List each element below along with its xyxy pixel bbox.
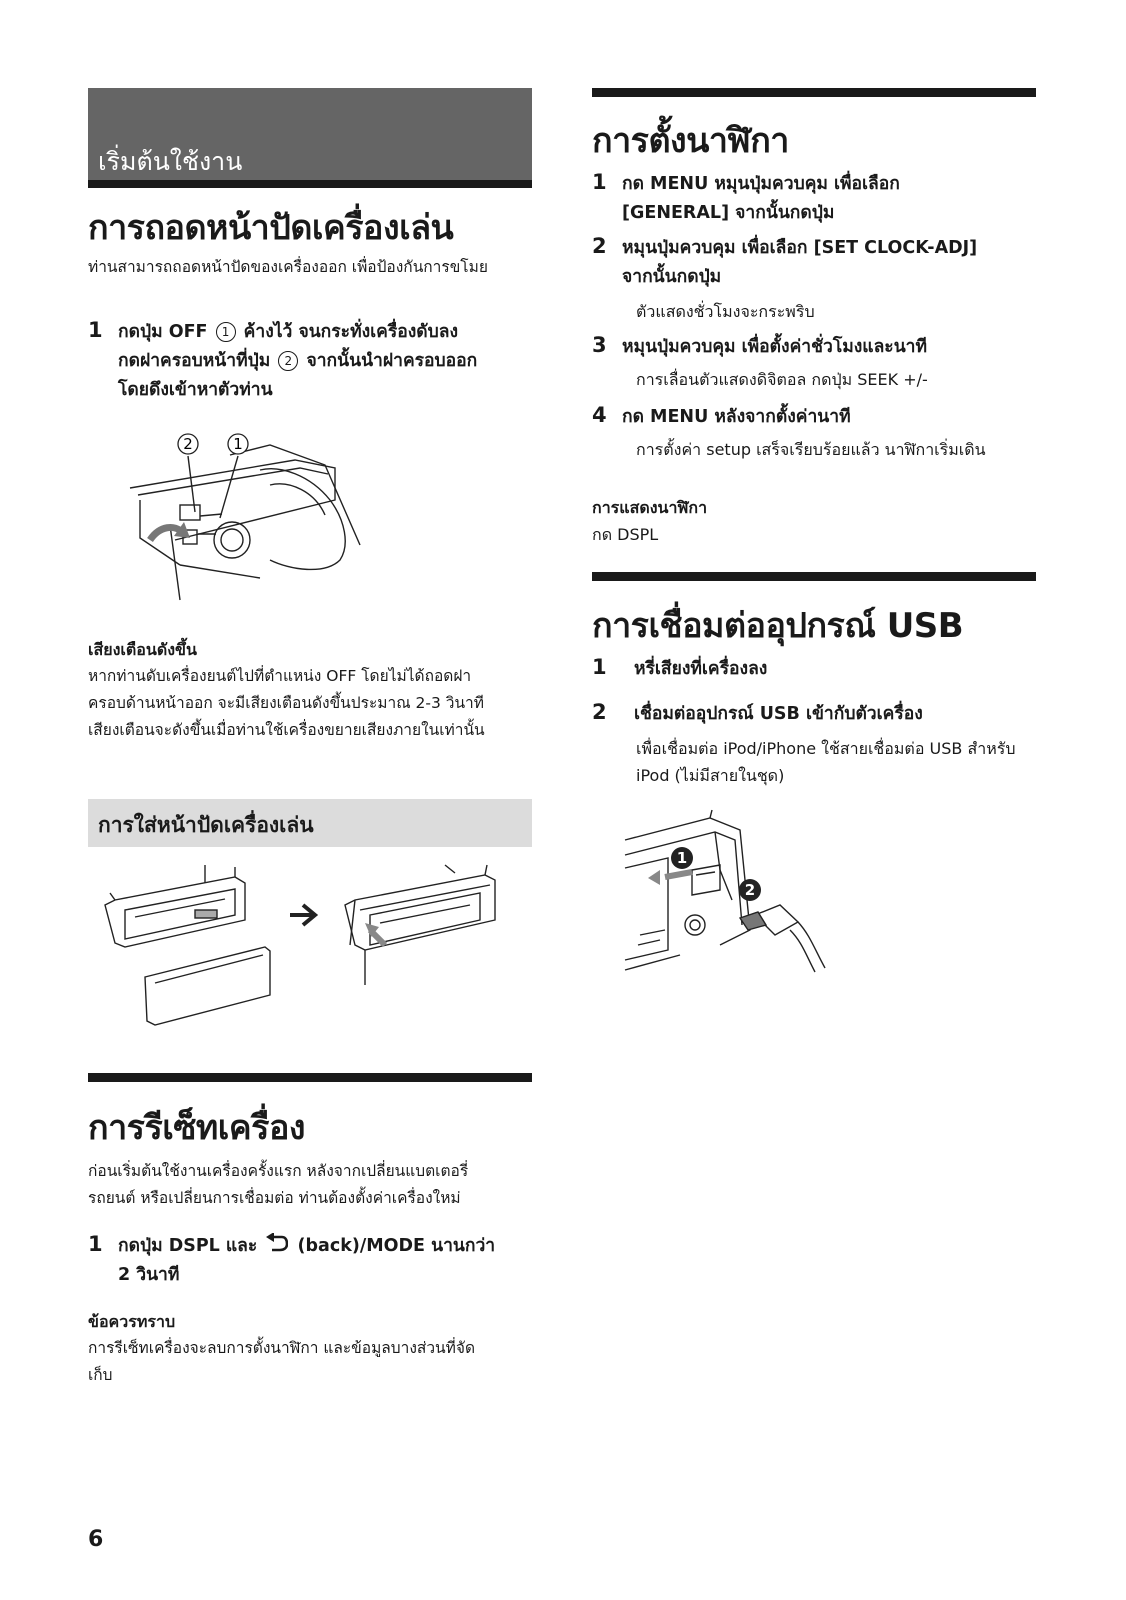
clock-rule — [592, 88, 1036, 97]
circle-2-icon: 2 — [278, 351, 298, 371]
usb-figure-label-1: 1 — [676, 849, 688, 867]
clock-display-text: กด DSPL — [592, 525, 659, 544]
usb-step2-note: เพื่อเชื่อมต่อ iPod/iPhone ใช้สายเชื่อมต่อ USB สำหรับ iPod (ไม่มีสายในชุด) — [636, 739, 1016, 785]
reset-intro: ก่อนเริ่มต้นใช้งานเครื่องครั้งแรก หลังจากเปลี่ยนแบตเตอรี่ รถยนต์ หรือเปลี่ยนการเชื่อมต่อ ท่านต้องตั้งค่าเครื่องใหม่ — [88, 1162, 469, 1207]
alarm-heading: เสียงเตือนดังขึ้น — [88, 640, 197, 659]
clock-title: การตั้งนาฬิกา — [592, 121, 789, 161]
remove-step-number: 1 — [88, 318, 103, 342]
clock-step-1: 1 กด MENU หมุนปุ่มควบคุม เพื่อเลือก [GENERAL] จากนั้นกดปุ่ม — [592, 170, 900, 223]
reset-note-heading: ข้อควรทราบ — [88, 1312, 176, 1331]
usb-step2-text: เชื่อมต่ออุปกรณ์ USB เข้ากับตัวเครื่อง — [634, 704, 923, 724]
usb-connection-illustration — [620, 810, 840, 990]
attach-panel-title: การใส่หน้าปัดเครื่องเล่น — [98, 813, 314, 837]
clock-steps — [592, 170, 1036, 473]
reset-step-number: 1 — [88, 1232, 103, 1256]
remove-panel-title: การถอดหน้าปัดเครื่องเล่น — [88, 208, 454, 248]
page-number: 6 — [88, 1527, 104, 1552]
section-banner — [88, 88, 532, 188]
clock-step-3: 3 หมุนปุ่มควบคุม เพื่อตั้งค่าชั่วโมงและนาที การเลื่อนตัวแสดงดิจิตอล กดปุ่ม SEEK +/- — [592, 333, 928, 389]
usb-step1-number: 1 — [592, 655, 607, 679]
usb-figure-label-2: 2 — [744, 881, 756, 899]
figure-label-2: 2 — [183, 435, 193, 453]
clock-step-4: 4 กด MENU หลังจากตั้งค่านาที การตั้งค่า setup เสร็จเรียบร้อยแล้ว นาฬิกาเริ่มเดิน — [592, 403, 986, 459]
usb-title: การเชื่อมต่ออุปกรณ์ USB — [592, 606, 964, 646]
attach-panel-header — [88, 799, 532, 847]
figure-label-1: 1 — [233, 435, 243, 453]
attach-panel-illustration — [95, 865, 525, 1040]
remove-panel-intro: ท่านสามารถถอดหน้าปัดของเครื่องออก เพื่อป้องกันการขโมย — [88, 258, 488, 276]
clock-display-heading: การแสดงนาฬิกา — [592, 498, 708, 517]
usb-rule — [592, 572, 1036, 581]
remove-step-text: กดปุ่ม OFF 1 ค้างไว้ จนกระทั่งเครื่องดับลง กดฝาครอบหน้าที่ปุ่ม 2 จากนั้นนำฝาครอบออก โดยดึงเข้าหาตัวท่าน — [118, 322, 478, 400]
clock-step-2: 2 หมุนปุ่มควบคุม เพื่อเลือก [SET CLOCK-ADJ] จากนั้นกดปุ่ม ตัวแสดงชั่วโมงจะกระพริบ — [592, 234, 978, 321]
section-banner-label: เริ่มต้นใช้งาน — [98, 147, 243, 176]
usb-step1-text: หรี่เสียงที่เครื่องลง — [634, 659, 768, 679]
reset-title: การรีเซ็ทเครื่อง — [88, 1108, 305, 1148]
alarm-text: หากท่านดับเครื่องยนต์ไปที่ตำแหน่ง OFF โดยไม่ได้ถอดฝา ครอบด้านหน้าออก จะมีเสียงเตือนดังขึ้นประมาณ 2-3 วินาที เสียงเตือนจะดังขึ้นเมื่อท่านใช้เครื่องขยายเสียงภายในเท่านั้น — [88, 667, 485, 739]
usb-step2-number: 2 — [592, 700, 607, 724]
reset-step-text: กดปุ่ม DSPL และ (back)/MODE นานกว่า 2 วินาที — [118, 1232, 495, 1290]
reset-rule — [88, 1073, 532, 1082]
back-icon — [266, 1233, 288, 1253]
remove-panel-illustration — [120, 430, 370, 600]
reset-note-text: การรีเซ็ทเครื่องจะลบการตั้งนาฬิกา และข้อมูลบางส่วนที่จัด เก็บ — [88, 1339, 476, 1384]
circle-1-icon: 1 — [216, 322, 236, 342]
